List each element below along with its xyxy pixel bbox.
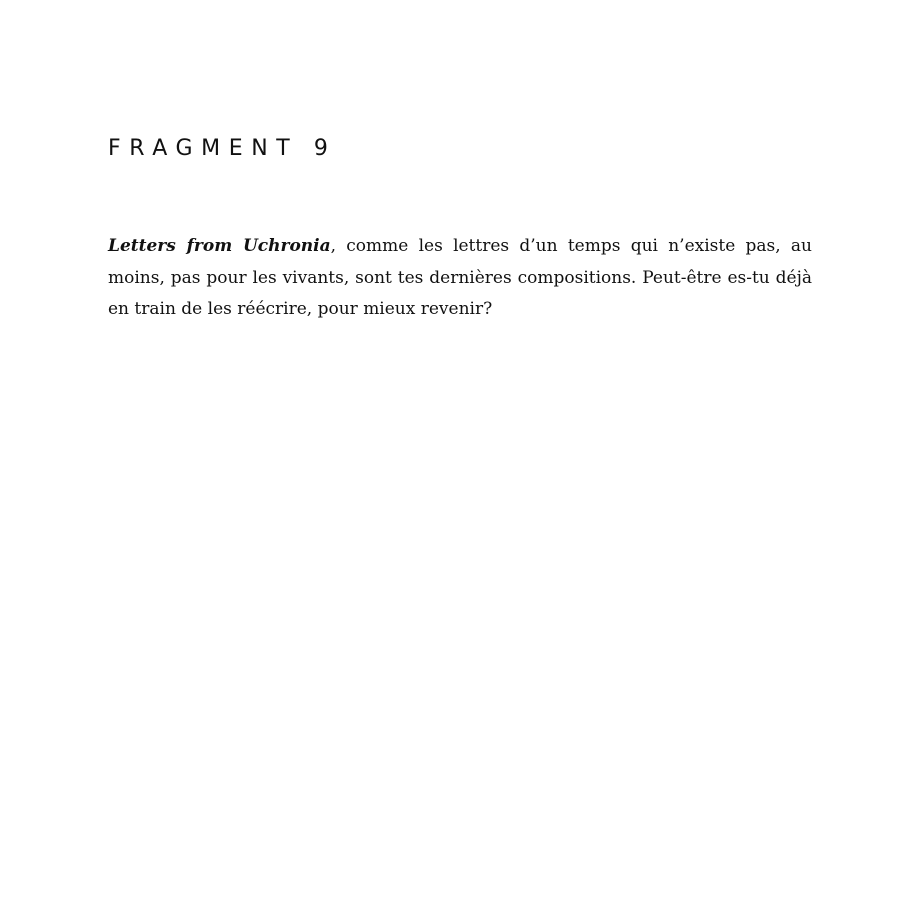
fragment-heading: FRAGMENT 9: [108, 136, 337, 161]
body-paragraph: [108, 231, 812, 326]
paragraph-text: , comme les lettres d’un temps qui n’existe pas, au moins, pas pour les vivants, sont tes dernières compositions. Peut-être es-tu déjà en train de les réécrire, pour mieux revenir?: [108, 236, 812, 319]
work-title: Letters from Uchronia: [108, 236, 331, 256]
